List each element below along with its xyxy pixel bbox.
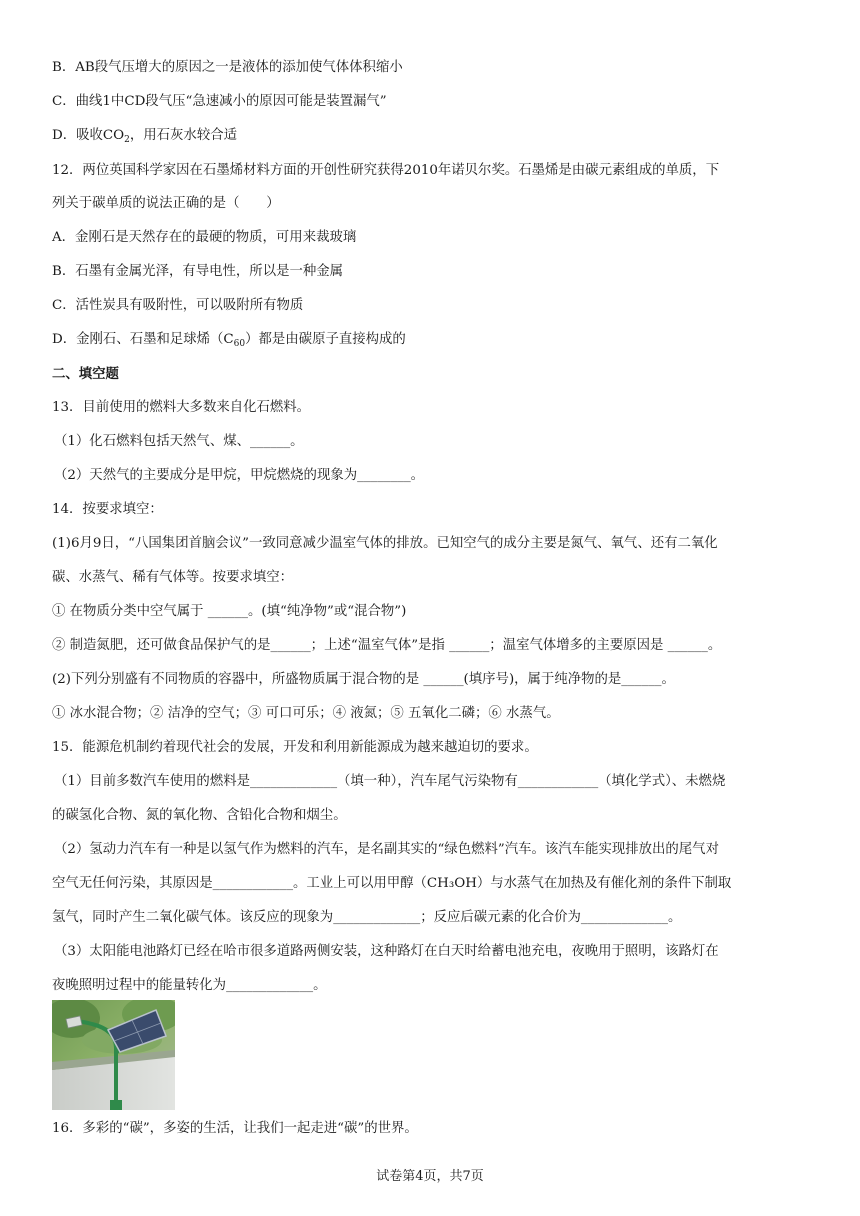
- question-15-part-2-line1: （2）氢动力汽车有一种是以氢气作为燃料的汽车，是名副其实的“绿色燃料”汽车。该汽车能实现排放出的尾气对: [54, 842, 719, 857]
- question-15-part-1-line1: （1）目前多数汽车使用的燃料是_____________（填一种），汽车尾气污染物有____________（填化学式）、未燃烧: [54, 774, 726, 789]
- question-13-part-1: （1）化石燃料包括天然气、煤、______。: [54, 434, 304, 449]
- question-15-part-1-line2: 的碳氢化合物、氮的氧化物、含铅化合物和烟尘。: [52, 808, 347, 823]
- option-11-c: C．曲线1中CD段气压“急速减小的原因可能是装置漏气”: [52, 94, 387, 109]
- question-12-stem-line2: 列关于碳单质的说法正确的是（ ）: [52, 196, 280, 211]
- question-15-part-3-line1: （3）太阳能电池路灯已经在哈市很多道路两侧安装，这种路灯在白天时给蓄电池充电，夜晚用于照明，该路灯在: [54, 944, 719, 959]
- question-15-part-2-line2: 空气无任何污染，其原因是____________。工业上可以用甲醇（CH₃OH）与水蒸气在加热及有催化剂的条件下制取: [52, 876, 732, 891]
- question-16-stem: 16．多彩的“碳”，多姿的生活，让我们一起走进“碳”的世界。: [52, 1121, 418, 1136]
- option-12-a: A．金刚石是天然存在的最硬的物质，可用来裁玻璃: [52, 230, 357, 245]
- option-11-d: D．吸收$CO_2$，用石灰水较合适: [52, 128, 237, 145]
- question-14-item-2: ② 制造氮肥，还可做食品保护气的是______；上述“温室气体”是指 ______；温室气体增多的主要原因是 ______。: [52, 638, 722, 653]
- question-15-part-2-line3: 氢气，同时产生二氧化碳气体。该反应的现象为_____________；反应后碳元素的化合价为_____________。: [52, 910, 682, 925]
- question-14-part-1-line2: 碳、水蒸气、稀有气体等。按要求填空：: [52, 570, 294, 585]
- question-14-item-1: ① 在物质分类中空气属于 ______。(填“纯净物”或“混合物”): [52, 604, 407, 619]
- question-15-stem: 15．能源危机制约着现代社会的发展，开发和利用新能源成为越来越迫切的要求。: [52, 740, 538, 755]
- section-heading-fill-blank: 二、填空题: [52, 366, 119, 382]
- question-13-part-2: （2）天然气的主要成分是甲烷，甲烷燃烧的现象为________。: [54, 468, 425, 483]
- option-11-b: B．AB段气压增大的原因之一是液体的添加使气体体积缩小: [52, 60, 403, 75]
- question-14-stem: 14．按要求填空：: [52, 502, 163, 517]
- page-footer: 试卷第4页，共7页: [376, 1169, 484, 1184]
- question-13-stem: 13．目前使用的燃料大多数来自化石燃料。: [52, 400, 311, 415]
- question-12-stem-line1: 12．两位英国科学家因在石墨烯材料方面的开创性研究获得2010年诺贝尔奖。石墨烯是由碳元素组成的单质，下: [52, 163, 720, 178]
- question-14-part-1-line1: (1)6月9日，“八国集团首脑会议”一致同意减少温室气体的排放。已知空气的成分主要是氮气、氧气、还有二氧化: [52, 536, 718, 551]
- solar-street-lamp-photo: [52, 1000, 175, 1110]
- option-12-d: D．金刚石、石墨和足球烯$(C_{60})$都是由碳原子直接构成的: [52, 332, 406, 349]
- question-14-choices: ① 冰水混合物；② 洁净的空气；③ 可口可乐；④ 液氮；⑤ 五氧化二磷；⑥ 水蒸气。: [52, 706, 560, 721]
- question-15-part-3-line2: 夜晚照明过程中的能量转化为_____________。: [52, 978, 327, 993]
- option-12-c: C．活性炭具有吸附性，可以吸附所有物质: [52, 298, 304, 313]
- question-14-part-2: (2)下列分别盛有不同物质的容器中，所盛物质属于混合物的是 ______(填序号)，属于纯净物的是______。: [52, 672, 675, 687]
- option-12-b: B．石墨有金属光泽，有导电性，所以是一种金属: [52, 264, 344, 279]
